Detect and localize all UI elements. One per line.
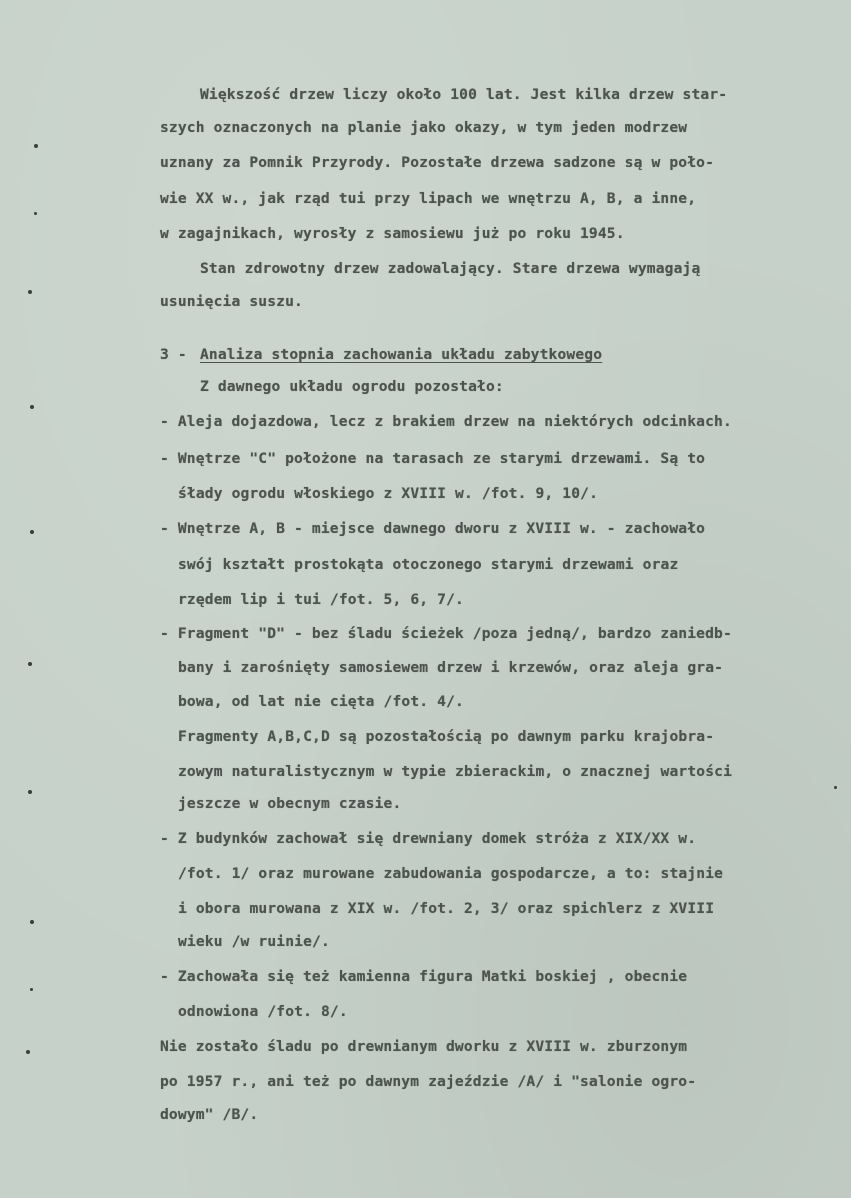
text-line: i obora murowana z XIX w. /fot. 2, 3/ oraz spichlerz z XVIII [178, 900, 715, 917]
text-line: uznany za Pomnik Przyrody. Pozostałe drzewa sadzone są w poło- [160, 154, 715, 171]
text-line: zowym naturalistycznym w typie zbierackim, o znacznej wartości [178, 763, 733, 780]
section-number: 3 - [160, 346, 196, 363]
text-line: po 1957 r., ani też po dawnym zajeździe /A/ i "salonie ogro- [160, 1073, 697, 1090]
list-item: - Aleja dojazdowa, lecz z brakiem drzew na niektórych odcinkach. [160, 413, 732, 430]
section-heading: Analiza stopnia zachowania układu zabytkowego [200, 346, 603, 363]
text-line: wieku /w ruinie/. [178, 933, 330, 950]
text-line: Stan zdrowotny drzew zadowalający. Stare drzewa wymagają [200, 260, 701, 277]
text-line: /fot. 1/ oraz murowane zabudowania gospodarcze, a to: stajnie [178, 865, 724, 882]
text-line: swój kształt prostokąta otoczonego starymi drzewami oraz [178, 556, 679, 573]
text-line: Nie zostało śladu po drewnianym dworku z XVIII w. zburzonym [160, 1038, 688, 1055]
text-line: w zagajnikach, wyrosły z samosiewu już po roku 1945. [160, 225, 625, 242]
text-line: śłady ogrodu włoskiego z XVIII w. /fot. 9, 10/. [178, 485, 599, 502]
list-item: - Fragment "D" - bez śladu ścieżek /poza jedną/, bardzo zaniedb- [160, 625, 732, 642]
text-line: szych oznaczonych na planie jako okazy, w tym jeden modrzew [160, 119, 688, 136]
list-item: - Wnętrze "C" położone na tarasach ze starymi drzewami. Są to [160, 450, 706, 467]
text-line: Fragmenty A,B,C,D są pozostałością po dawnym parku krajobra- [178, 728, 715, 745]
text-line: dowym" /B/. [160, 1106, 259, 1123]
text-line: Z dawnego układu ogrodu pozostało: [200, 378, 504, 395]
text-line: usunięcia suszu. [160, 293, 303, 310]
list-item: - Wnętrze A, B - miejsce dawnego dworu z XVIII w. - zachowało [160, 520, 706, 537]
text-line: Większość drzew liczy około 100 lat. Jest kilka drzew star- [200, 86, 728, 103]
text-line: bowa, od lat nie cięta /fot. 4/. [178, 693, 464, 710]
text-line: rzędem lip i tui /fot. 5, 6, 7/. [178, 591, 464, 608]
text-line: wie XX w., jak rząd tui przy lipach we wnętrzu A, B, a inne, [160, 190, 697, 207]
text-line: odnowiona /fot. 8/. [178, 1003, 348, 1020]
text-line: jeszcze w obecnym czasie. [178, 795, 402, 812]
text-line: bany i zarośnięty samosiewem drzew i krzewów, oraz aleja gra- [178, 659, 724, 676]
list-item: - Zachowała się też kamienna figura Matki boskiej , obecnie [160, 968, 688, 985]
list-item: - Z budynków zachował się drewniany domek stróża z XIX/XX w. [160, 830, 697, 847]
